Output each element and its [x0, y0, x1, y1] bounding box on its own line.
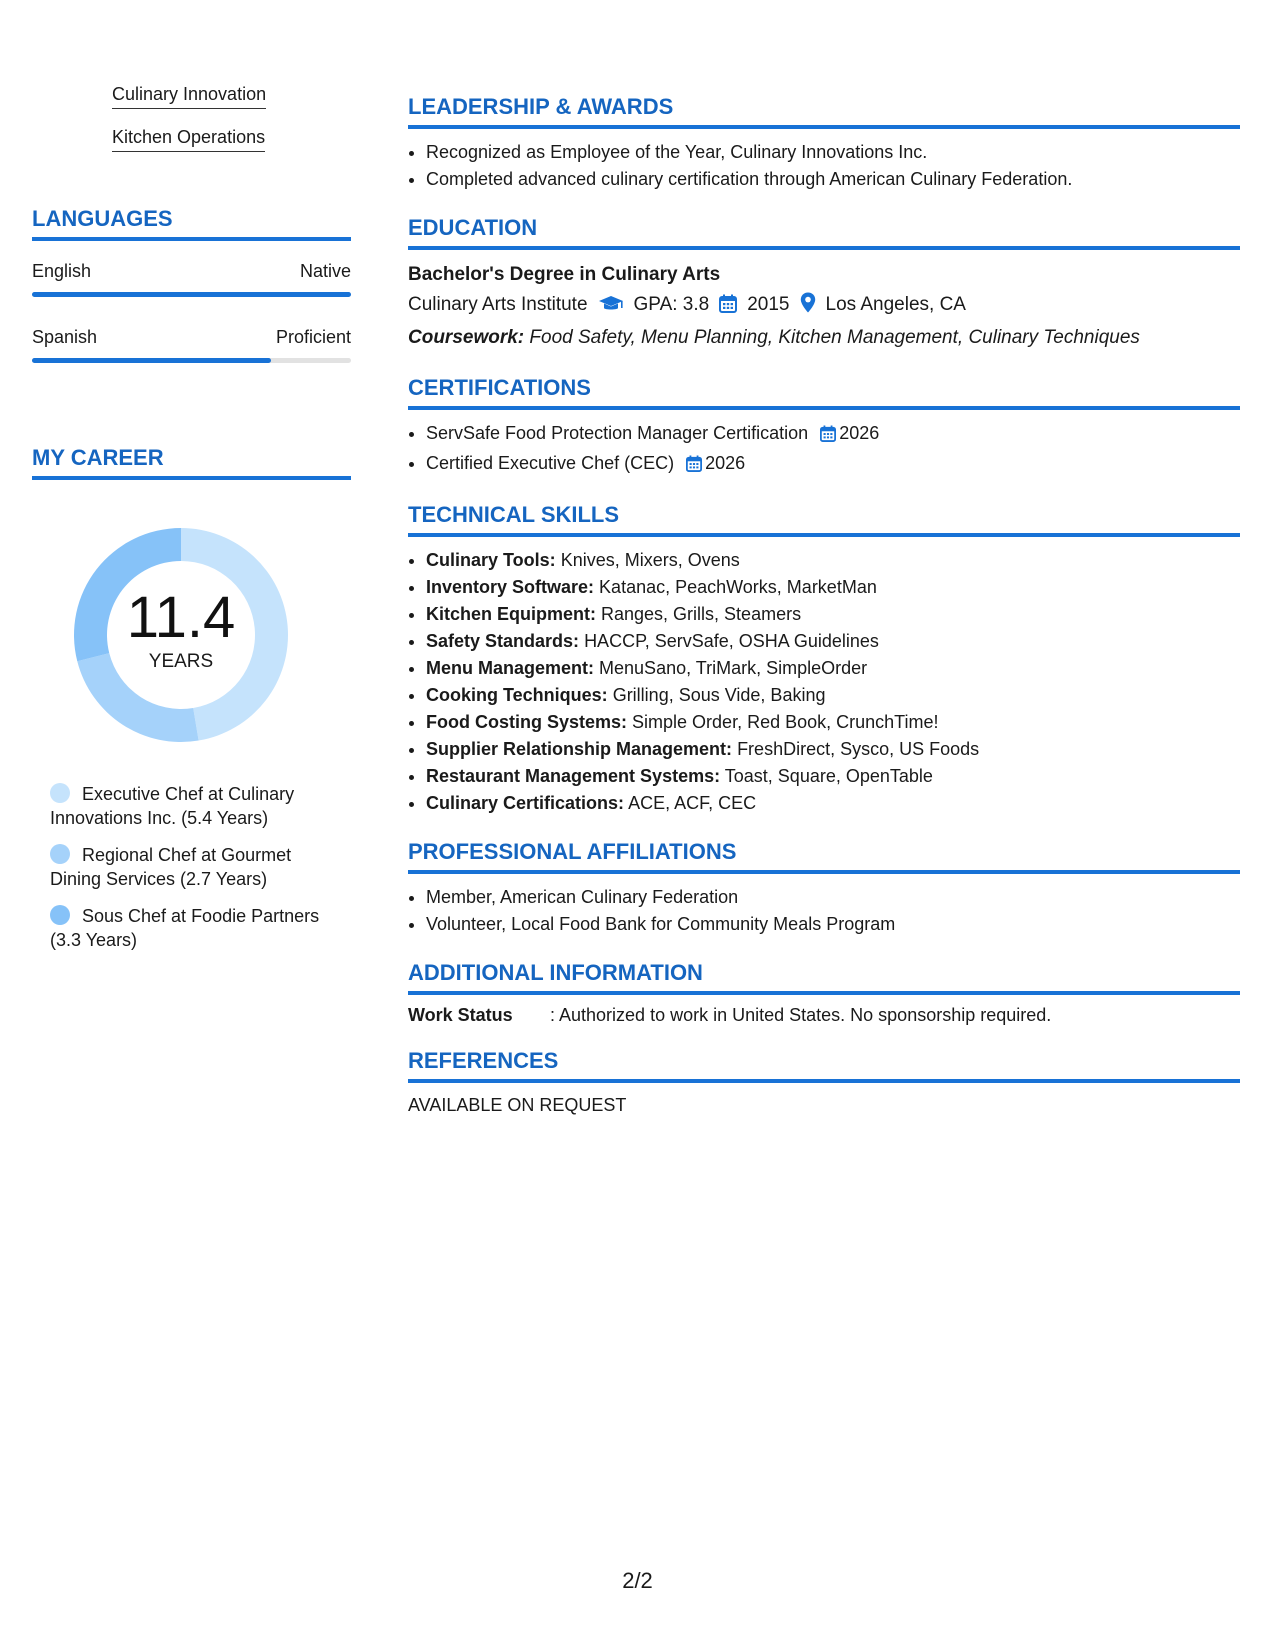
list-item: • Recognized as Employee of the Year, Culinary Innovations Inc. — [426, 139, 1240, 166]
list-item: • Completed advanced culinary certification through American Culinary Federation. — [426, 166, 1240, 193]
skill-item — [426, 682, 1240, 709]
certification-year: 2026 — [705, 453, 746, 473]
work-status-value: : Authorized to work in United States. No sponsorship required. — [550, 1005, 1052, 1025]
references-text: AVAILABLE ON REQUEST — [408, 1095, 627, 1115]
skill-label: Cooking Techniques: — [426, 685, 608, 705]
calendar-icon — [820, 423, 836, 450]
language-item — [32, 327, 351, 363]
skill-tag: Culinary Innovation — [112, 84, 266, 109]
coursework: Food Safety, Menu Planning, Kitchen Management, Culinary Techniques — [529, 327, 1140, 348]
calendar-icon — [686, 453, 702, 480]
skills-heading: TECHNICAL SKILLS — [408, 502, 1240, 537]
graduation-cap-icon — [598, 293, 624, 323]
references-section — [408, 1048, 1240, 1116]
certifications-heading: CERTIFICATIONS — [408, 375, 1240, 410]
main-content — [408, 94, 1240, 1138]
skill-value: Grilling, Sous Vide, Baking — [612, 685, 826, 705]
skill-value: Katanac, PeachWorks, MarketMan — [599, 577, 877, 597]
language-bar-fill — [32, 358, 271, 363]
affiliations-heading: PROFESSIONAL AFFILIATIONS — [408, 839, 1240, 874]
skill-item — [426, 709, 1240, 736]
skill-label: Safety Standards: — [426, 631, 580, 651]
leadership-section — [408, 94, 1240, 193]
skill-value: Ranges, Grills, Steamers — [601, 604, 802, 624]
skill-value: HACCP, ServSafe, OSHA Guidelines — [584, 631, 879, 651]
skill-label: Culinary Certifications: — [426, 793, 625, 813]
career-legend-item — [50, 843, 320, 891]
skill-label: Culinary Tools: — [426, 550, 556, 570]
page-number: 2/2 — [622, 1568, 653, 1593]
certifications-section — [408, 375, 1240, 480]
language-item — [32, 261, 351, 297]
graduation-year: 2015 — [747, 294, 790, 315]
leadership-heading: LEADERSHIP & AWARDS — [408, 94, 1240, 129]
certification-year: 2026 — [839, 423, 880, 443]
certification-name: ServSafe Food Protection Manager Certification — [426, 423, 809, 443]
gpa: GPA: 3.8 — [633, 294, 710, 315]
career-donut — [66, 520, 296, 750]
language-bar — [32, 292, 351, 297]
career-legend-label: Regional Chef at Gourmet Dining Services (2.7 Years) — [50, 845, 292, 889]
sidebar — [32, 84, 351, 965]
skill-tag: Kitchen Operations — [112, 127, 265, 152]
list-item: • Member, American Culinary Federation — [426, 884, 1240, 911]
languages-heading: LANGUAGES — [32, 206, 351, 241]
certification-item — [426, 450, 1240, 480]
skill-item — [426, 736, 1240, 763]
skill-label: Supplier Relationship Management: — [426, 739, 733, 759]
skill-item — [426, 574, 1240, 601]
language-bar — [32, 358, 351, 363]
location-pin-icon — [800, 292, 816, 323]
language-bar-fill — [32, 292, 351, 297]
coursework-label: Coursework: — [408, 327, 525, 348]
language-level: Proficient — [275, 327, 351, 347]
skill-label: Menu Management: — [426, 658, 595, 678]
skill-label: Food Costing Systems: — [426, 712, 628, 732]
skills-section — [408, 502, 1240, 817]
legend-dot-icon — [50, 844, 70, 864]
certification-item — [426, 420, 1240, 450]
skill-tags — [32, 84, 351, 170]
career-total-value: 11.4 — [126, 585, 236, 650]
skill-value: FreshDirect, Sysco, US Foods — [737, 739, 980, 759]
career-total-unit: YEARS — [148, 651, 214, 672]
career-legend-item — [50, 904, 320, 952]
skill-value: MenuSano, TriMark, SimpleOrder — [599, 658, 868, 678]
education-heading: EDUCATION — [408, 215, 1240, 250]
legend-dot-icon — [50, 783, 70, 803]
list-item: • Volunteer, Local Food Bank for Community Meals Program — [426, 911, 1240, 938]
work-status-label: Work Status — [408, 1005, 513, 1025]
skill-item — [426, 655, 1240, 682]
references-heading: REFERENCES — [408, 1048, 1240, 1083]
career-legend-label: Sous Chef at Foodie Partners (3.3 Years) — [50, 906, 320, 950]
skill-value: Knives, Mixers, Ovens — [560, 550, 740, 570]
affiliations-section — [408, 839, 1240, 938]
skill-label: Inventory Software: — [426, 577, 595, 597]
skill-item — [426, 790, 1240, 817]
skill-label: Kitchen Equipment: — [426, 604, 596, 624]
degree: Bachelor's Degree in Culinary Arts — [408, 264, 721, 285]
skills-list — [408, 547, 1240, 817]
skill-item — [426, 763, 1240, 790]
skill-item — [426, 547, 1240, 574]
school-location: Los Angeles, CA — [825, 294, 966, 315]
language-name: English — [32, 261, 92, 281]
additional-heading: ADDITIONAL INFORMATION — [408, 960, 1240, 995]
skill-value: Simple Order, Red Book, CrunchTime! — [632, 712, 939, 732]
certification-name: Certified Executive Chef (CEC) — [426, 453, 675, 473]
language-name: Spanish — [32, 327, 98, 347]
skill-value: ACE, ACF, CEC — [628, 793, 757, 813]
skill-value: Toast, Square, OpenTable — [724, 766, 933, 786]
school: Culinary Arts Institute — [408, 294, 588, 315]
skill-item — [426, 601, 1240, 628]
calendar-icon — [719, 293, 737, 323]
skill-item — [426, 628, 1240, 655]
education-section — [408, 215, 1240, 353]
language-level: Native — [299, 261, 351, 281]
additional-section — [408, 960, 1240, 1026]
career-legend-item — [50, 782, 320, 830]
career-legend — [32, 782, 351, 952]
career-heading: MY CAREER — [32, 445, 351, 480]
skill-label: Restaurant Management Systems: — [426, 766, 721, 786]
legend-dot-icon — [50, 905, 70, 925]
career-legend-label: Executive Chef at Culinary Innovations Inc. (5.4 Years) — [50, 784, 295, 828]
